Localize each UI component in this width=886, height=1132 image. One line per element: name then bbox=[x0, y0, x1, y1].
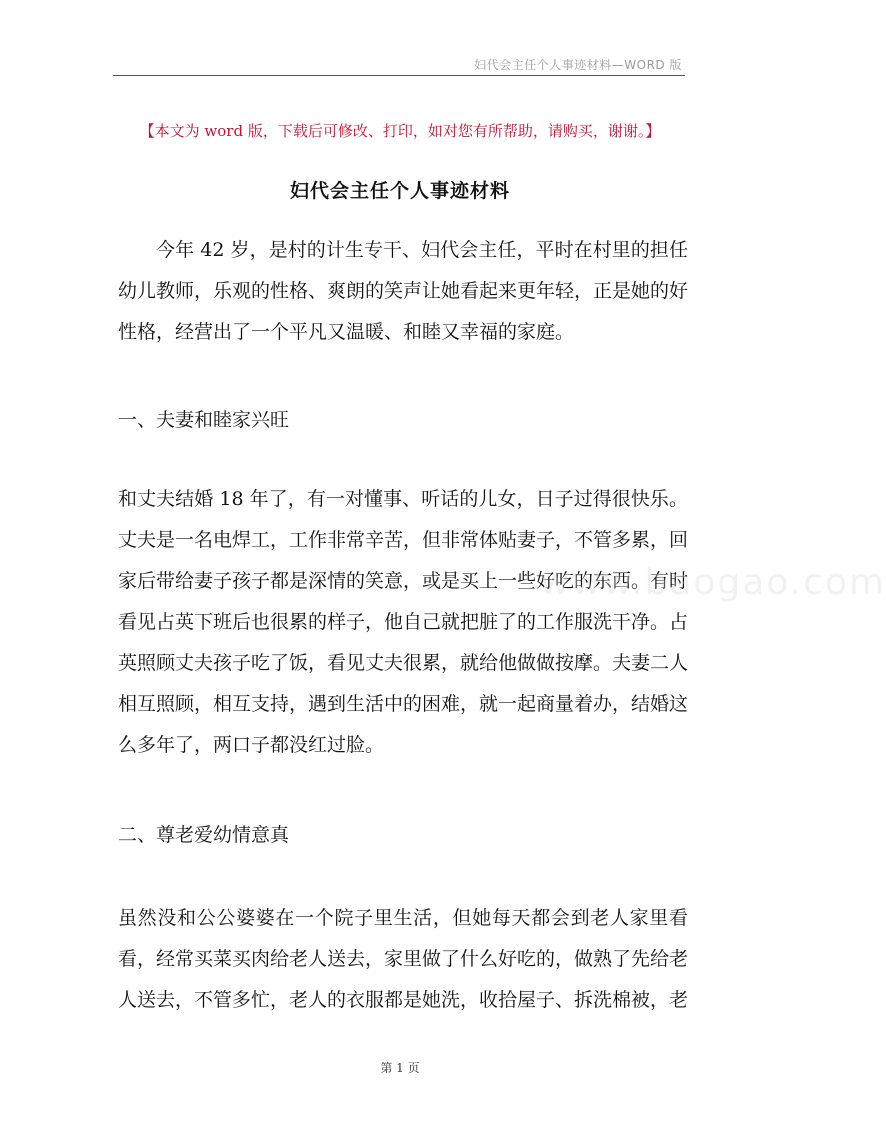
paragraph-intro: 今年 42 岁，是村的计生专干、妇代会主任，平时在村里的担任幼儿教师，乐观的性格、爽朗的笑声让她看起来更年轻，正是她的好性格，经营出了一个平凡又温暖、和睦又幸福的家庭。 bbox=[118, 239, 689, 343]
running-header: 妇代会主任个人事迹材料—WORD 版 bbox=[474, 58, 682, 72]
purchase-notice: 【本文为 word 版，下载后可修改、打印，如对您有所帮助，请购买，谢谢。】 bbox=[139, 122, 661, 140]
document-title: 妇代会主任个人事迹材料 bbox=[289, 180, 510, 202]
paragraph-section-2: 虽然没和公公婆婆在一个院子里生活，但她每天都会到老人家里看看，经常买菜买肉给老人送去，家里做了什么好吃的，做熟了先给老人送去，不管多忙，老人的衣服都是她洗，收拾屋子、拆洗棉被，老 bbox=[118, 907, 689, 1011]
header-divider bbox=[113, 75, 685, 76]
paragraph-section-1: 和丈夫结婚 18 年了，有一对懂事、听话的儿女，日子过得很快乐。丈夫是一名电焊工，工作非常辛苦，但非常体贴妻子，不管多累，回家后带给妻子孩子都是深情的笑意，或是买上一些好吃的东西。有时看见占英下班后也很累的样子，他自己就把脏了的工作服洗干净。占英照顾丈夫孩子吃了饭，看见丈夫很累，就给他做做按摩。夫妻二人相互照顾，相互支持，遇到生活中的困难，就一起商量着办，结婚这么多年了，两口子都没红过脸。 bbox=[118, 488, 689, 756]
section-heading-2: 二、尊老爱幼情意真 bbox=[118, 824, 290, 846]
section-heading-1: 一、夫妻和睦家兴旺 bbox=[118, 409, 290, 431]
watermark: www.baogao.com bbox=[540, 562, 886, 603]
page-number: 第 1 页 bbox=[380, 1061, 420, 1075]
